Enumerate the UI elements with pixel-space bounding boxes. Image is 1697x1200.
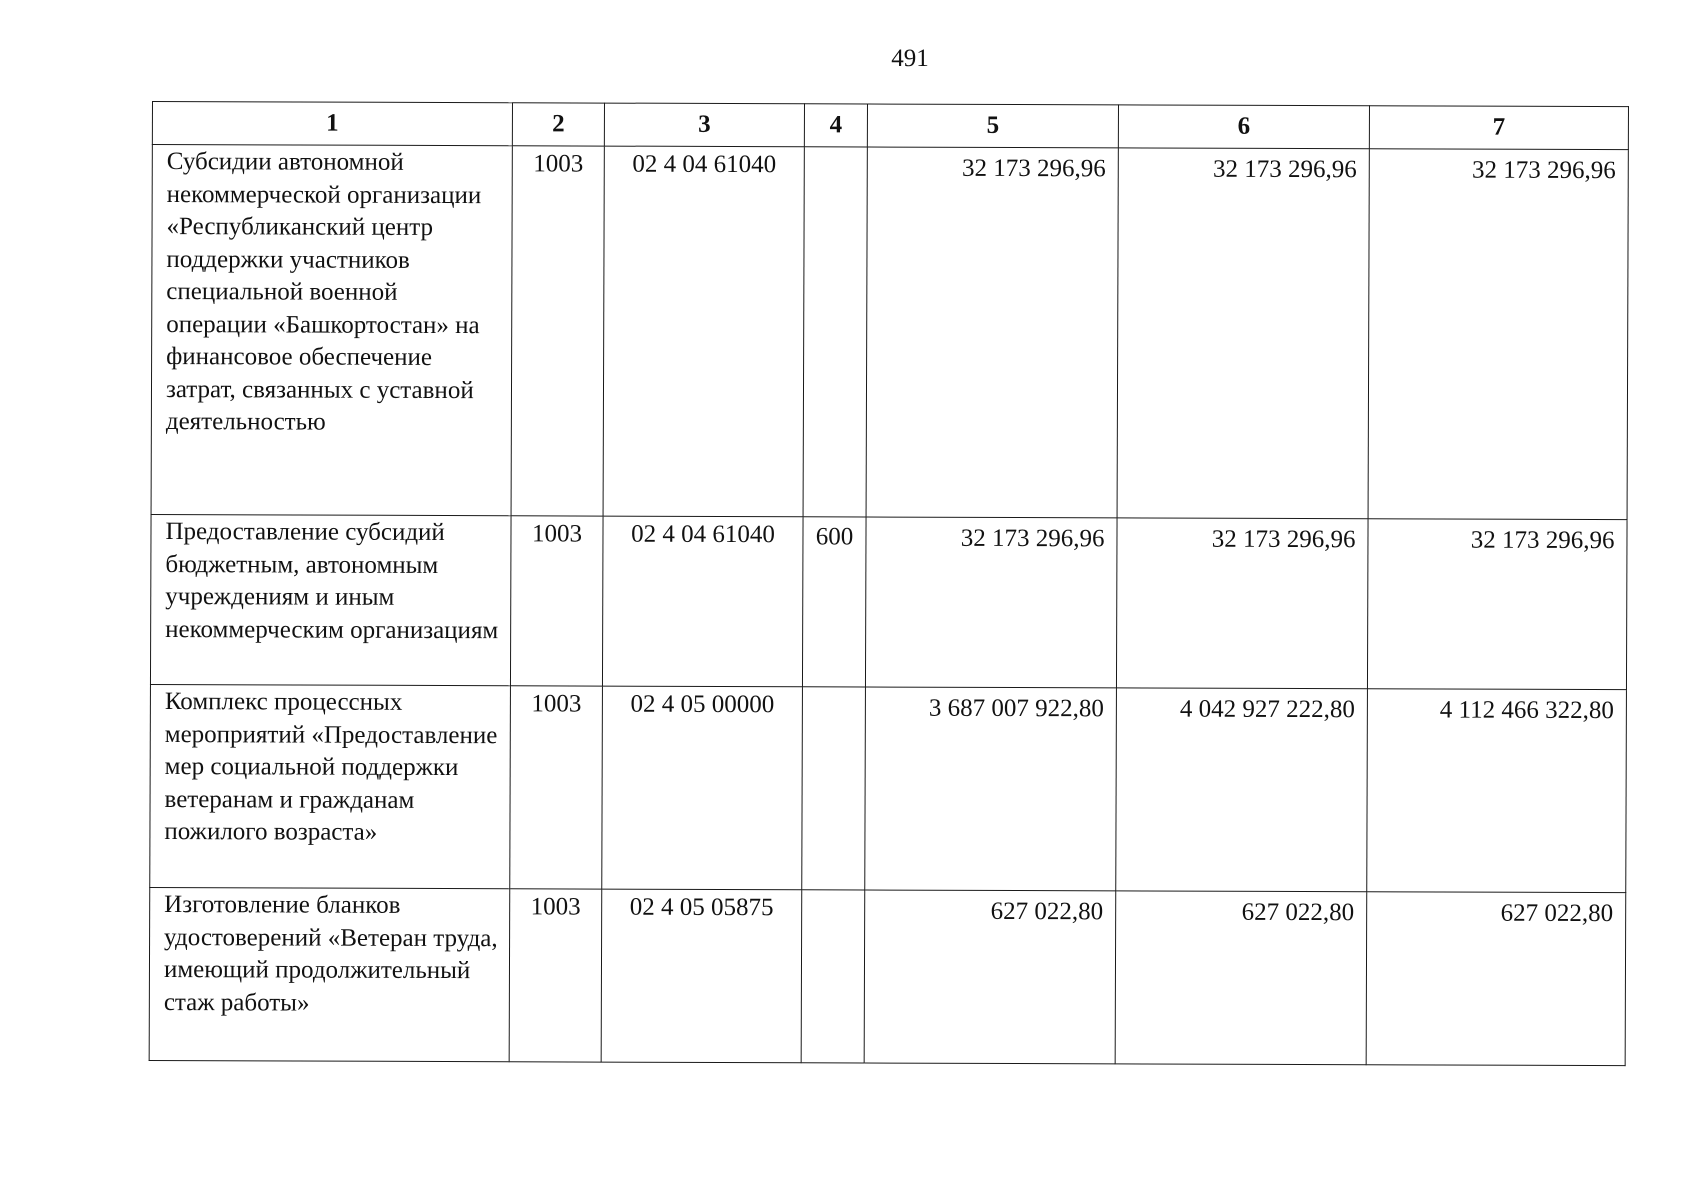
row-amount-5: 627 022,80 xyxy=(864,890,1116,1064)
row-section: 1003 xyxy=(510,516,603,686)
row-target-code: 02 4 04 61040 xyxy=(603,146,804,517)
row-amount-6: 627 022,80 xyxy=(1115,891,1367,1065)
table-row xyxy=(150,684,1627,892)
row-amount-7: 627 022,80 xyxy=(1366,892,1626,1066)
table-row xyxy=(151,145,1628,520)
column-header: 4 xyxy=(804,104,867,147)
row-expense-type xyxy=(801,890,865,1063)
row-name: Комплекс процессных мероприятий «Предоставление мер социальной поддержки ветеранам и гражданам пожилого возраста» xyxy=(150,684,511,888)
row-amount-7: 4 112 466 322,80 xyxy=(1367,689,1627,893)
row-target-code: 02 4 04 61040 xyxy=(602,516,803,687)
row-expense-type xyxy=(803,147,867,517)
column-header: 5 xyxy=(867,104,1118,148)
row-name: Предоставление субсидий бюджетным, автономным учреждениям и иным некоммерческим организациям xyxy=(150,514,511,685)
column-header: 7 xyxy=(1369,106,1628,150)
row-section: 1003 xyxy=(511,146,604,516)
row-section: 1003 xyxy=(510,686,603,889)
page-number: 491 xyxy=(891,45,929,72)
column-header: 3 xyxy=(604,103,804,147)
row-amount-6: 4 042 927 222,80 xyxy=(1116,688,1368,892)
row-amount-7: 32 173 296,96 xyxy=(1367,519,1627,690)
row-amount-6: 32 173 296,96 xyxy=(1117,148,1369,519)
row-amount-5: 32 173 296,96 xyxy=(866,147,1118,518)
row-amount-7: 32 173 296,96 xyxy=(1368,149,1628,520)
row-expense-type xyxy=(802,687,866,890)
row-target-code: 02 4 05 00000 xyxy=(602,686,803,890)
row-target-code: 02 4 05 05875 xyxy=(601,889,802,1063)
column-header: 2 xyxy=(512,103,604,146)
row-name: Субсидии автономной некоммерческой организации «Республиканский центр поддержки участников специальной военной операции «Башкортостан» на финансовое обеспечение затрат, связанных с уставной деятельностью xyxy=(151,145,512,516)
row-amount-6: 32 173 296,96 xyxy=(1116,518,1368,689)
budget-table xyxy=(149,101,1629,1066)
table-row xyxy=(149,887,1626,1065)
row-amount-5: 32 173 296,96 xyxy=(865,517,1117,688)
row-amount-5: 3 687 007 922,80 xyxy=(865,687,1117,891)
row-section: 1003 xyxy=(509,889,602,1062)
header-row xyxy=(152,102,1628,150)
table-row xyxy=(150,514,1627,689)
row-expense-type: 600 xyxy=(802,517,866,687)
column-header: 6 xyxy=(1118,105,1369,149)
row-name: Изготовление бланков удостоверений «Ветеран труда, имеющий продолжительный стаж работы» xyxy=(149,887,510,1061)
column-header: 1 xyxy=(152,102,512,146)
